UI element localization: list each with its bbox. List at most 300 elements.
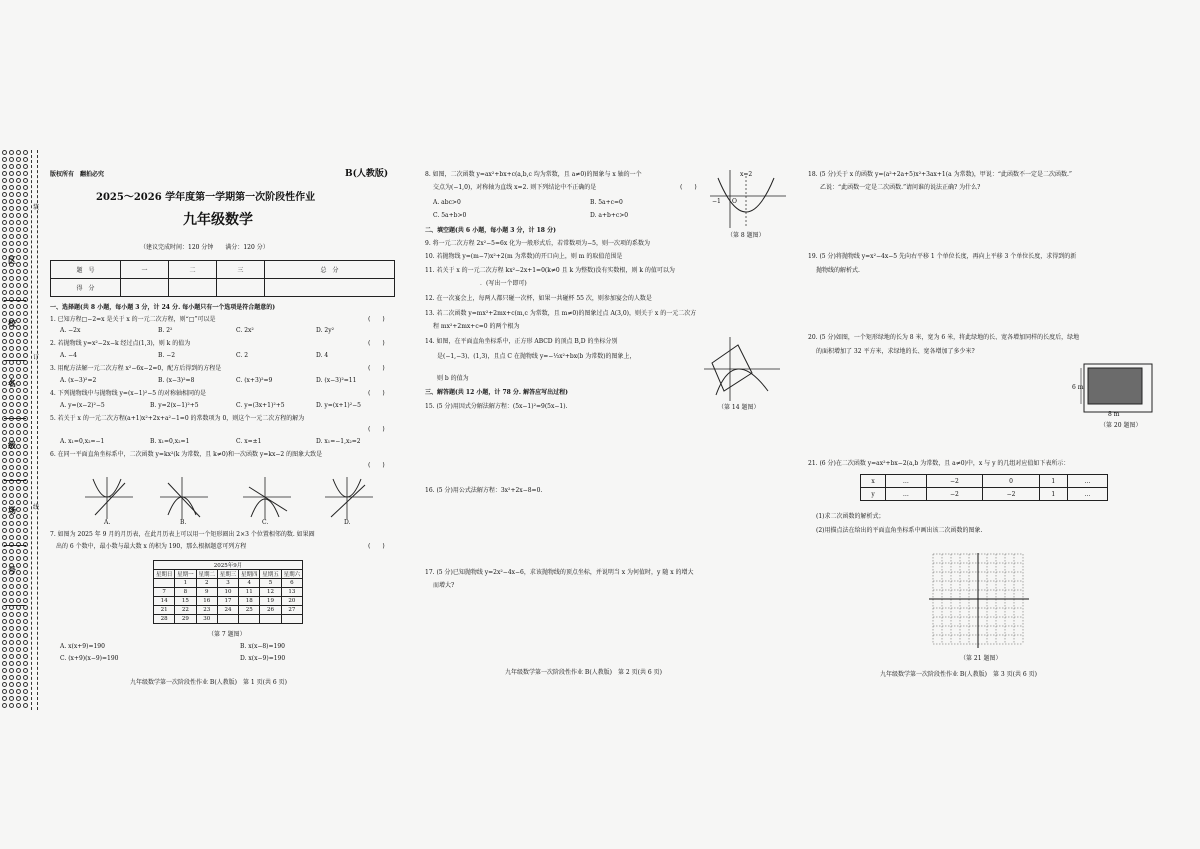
binding-hole (9, 402, 14, 407)
q5-opt-a: A. x₁=0,x₂=−1 (60, 438, 105, 445)
seal-char: 线 (33, 504, 40, 511)
binding-hole (2, 472, 7, 477)
binding-hole (23, 304, 28, 309)
calendar-title: 2025年9月 (154, 561, 303, 570)
binding-hole (16, 241, 21, 246)
q10: 10. 若抛物线 y=(m−7)x²+2(m 为常数)的开口向上，则 m 的取值范围是 (425, 253, 623, 260)
binding-hole (9, 682, 14, 687)
q7-stem-1: 7. 如图为 2025 年 9 月的月历表，在此月历表上可以用一个矩形圈出 2×3 个位置相邻的数. 如果圈 (50, 531, 315, 538)
score-table: 题 号 一 二 三 总 分 得 分 (50, 260, 395, 297)
q11-line-2: ．(写出一个即可) (480, 280, 527, 287)
binding-hole (23, 255, 28, 260)
footer-page-3: 九年级数学第一次阶段性作业 B(人教版) 第 3 页(共 6 页) (880, 671, 1037, 678)
binding-hole (23, 311, 28, 316)
binding-hole (16, 178, 21, 183)
q4-opt-a: A. y=(x−2)²−5 (60, 402, 105, 409)
binding-hole (23, 325, 28, 330)
binding-hole (2, 206, 7, 211)
binding-hole (23, 332, 28, 337)
table-row: x … −2 0 1 … (861, 475, 1108, 488)
binding-hole (9, 493, 14, 498)
q8-stem-1: 8. 如图，二次函数 y=ax²+bx+c(a,b,c 均为常数，且 a≠0)的图象与 x 轴的一个 (425, 171, 642, 178)
binding-hole (2, 682, 7, 687)
binding-hole (16, 318, 21, 323)
calendar-cell: 6 (281, 579, 302, 588)
seal-char: 订 (33, 354, 40, 361)
binding-hole (9, 640, 14, 645)
binding-hole (2, 577, 7, 582)
binding-hole (16, 332, 21, 337)
binding-hole (9, 234, 14, 239)
binding-hole (23, 556, 28, 561)
binding-hole (16, 458, 21, 463)
binding-hole (16, 696, 21, 701)
q6-graph-c (243, 475, 293, 520)
binding-hole (9, 612, 14, 617)
binding-hole (16, 185, 21, 190)
q6-graph-d (325, 475, 375, 520)
binding-hole (2, 388, 7, 393)
binding-hole (16, 199, 21, 204)
binding-hole (23, 654, 28, 659)
binding-hole (16, 269, 21, 274)
binder-label-school: 校 (8, 318, 16, 328)
answer-paren: ( ) (368, 390, 385, 397)
q14-caption: （第 14 题图） (718, 404, 760, 411)
binding-hole (9, 185, 14, 190)
binding-hole (9, 430, 14, 435)
binding-hole (23, 241, 28, 246)
calendar-cell: 7 (154, 588, 175, 597)
q14-line-2: 是(−1,−3)、(1,3)，且点 C 在抛物线 y=−⅓x²+bx(b 为常数)的图象上， (437, 353, 636, 360)
binding-hole (2, 409, 7, 414)
calendar-cell: 30 (196, 615, 217, 624)
binding-hole (23, 437, 28, 442)
edition-badge: B(人教版) (345, 169, 389, 179)
binding-hole (2, 353, 7, 358)
binding-hole (23, 374, 28, 379)
binding-hole (16, 206, 21, 211)
q20-line-2: 的面积增加了 32 平方米，求绿地的长、宽各增加了多少米? (816, 348, 975, 355)
binding-hole (2, 556, 7, 561)
q17-line-2: 而增大? (433, 582, 455, 589)
q4-opt-c: C. y=(3x+1)²+5 (236, 402, 285, 409)
binding-hole (2, 248, 7, 253)
calendar-cell: 13 (281, 588, 302, 597)
calendar-cell: 1 (175, 579, 196, 588)
binding-hole (16, 556, 21, 561)
binding-hole (23, 563, 28, 568)
binding-hole (16, 682, 21, 687)
binding-hole (9, 206, 14, 211)
binding-hole (9, 283, 14, 288)
binding-hole (9, 696, 14, 701)
binding-hole (9, 619, 14, 624)
calendar-header-cell: 星期五 (260, 570, 281, 579)
binding-hole (9, 367, 14, 372)
q4-stem: 4. 下列抛物线中与抛物线 y=(x−1)²−5 的对称轴相同的是 (50, 390, 207, 397)
calendar-cell: 18 (239, 597, 260, 606)
binding-hole (9, 675, 14, 680)
table-row (154, 588, 303, 597)
binding-hole (2, 570, 7, 575)
binding-hole (16, 675, 21, 680)
q7-opt-a: A. x(x+9)=190 (60, 643, 105, 650)
binding-hole (23, 647, 28, 652)
q16: 16. (5 分)用公式法解方程：3x²+2x−8=0. (425, 487, 543, 494)
q4-opt-b: B. y=2(x−1)²+5 (150, 402, 199, 409)
binding-hole (9, 332, 14, 337)
binding-hole (16, 346, 21, 351)
binding-hole (2, 493, 7, 498)
binding-hole (9, 346, 14, 351)
footer-page-1: 九年级数学第一次阶段性作业 B(人教版) 第 1 页(共 6 页) (130, 679, 287, 686)
binder-label-room: 场 (8, 505, 16, 515)
q6-stem: 6. 在同一平面直角坐标系中，二次函数 y=kx²(k 为常数，且 k≠0)和一次函数 y=kx−2 的图象大致是 (50, 451, 323, 458)
binding-hole (9, 157, 14, 162)
q2-opt-c: C. 2 (236, 352, 249, 359)
binding-hole (9, 528, 14, 533)
binding-hole (9, 171, 14, 176)
binding-hole (23, 598, 28, 603)
q18-line-1: 18. (5 分)关于 x 的函数 y=(a²+2a+5)x²+3ax+1(a 为常数)，甲说：“此函数不一定是二次函数.” (808, 171, 1072, 178)
binding-hole (16, 563, 21, 568)
q8-stem-2: 交点为(−1,0)，对称轴为直线 x=2. 则下列结论中不正确的是 (433, 184, 597, 191)
binding-hole (2, 213, 7, 218)
binding-hole (9, 220, 14, 225)
binding-hole (9, 458, 14, 463)
binding-hole (9, 633, 14, 638)
binding-hole (2, 696, 7, 701)
binding-hole (16, 626, 21, 631)
binding-hole (23, 535, 28, 540)
binding-hole (23, 199, 28, 204)
table-row (154, 570, 303, 579)
binding-hole (2, 332, 7, 337)
q21-value-table (860, 474, 1108, 501)
q8-opt-b: B. 5a+c=0 (590, 199, 623, 206)
calendar-cell: 8 (175, 588, 196, 597)
binding-hole (9, 395, 14, 400)
q21-coordinate-grid (920, 553, 1035, 653)
calendar-cell: 4 (239, 579, 260, 588)
binding-hole (9, 591, 14, 596)
binding-hole (16, 339, 21, 344)
binding-hole (23, 577, 28, 582)
binding-hole (16, 283, 21, 288)
q21-part-1: (1)求二次函数的解析式； (816, 513, 885, 520)
binding-hole (23, 423, 28, 428)
binding-hole (2, 150, 7, 155)
binding-hole (23, 381, 28, 386)
binding-hole (16, 276, 21, 281)
binding-hole (16, 192, 21, 197)
binding-hole (2, 584, 7, 589)
binding-hole (9, 647, 14, 652)
calendar-cell: 11 (239, 588, 260, 597)
binding-hole (9, 626, 14, 631)
binding-hole (23, 507, 28, 512)
calendar-cell: 17 (217, 597, 238, 606)
binding-hole (16, 528, 21, 533)
binding-hole (16, 661, 21, 666)
binding-hole (2, 535, 7, 540)
binding-hole (9, 577, 14, 582)
binding-hole (16, 157, 21, 162)
binding-hole (16, 220, 21, 225)
binding-hole (23, 220, 28, 225)
binding-hole (16, 150, 21, 155)
binding-hole (23, 353, 28, 358)
binding-hole (2, 290, 7, 295)
q8-origin-label: O (732, 198, 737, 205)
binding-hole (2, 563, 7, 568)
binding-hole (2, 171, 7, 176)
binding-hole (2, 318, 7, 323)
q8-opt-a: A. abc>0 (433, 199, 461, 206)
binding-hole (9, 311, 14, 316)
binding-hole (23, 465, 28, 470)
binding-hole (9, 472, 14, 477)
q7-opt-b: B. x(x−8)=190 (240, 643, 285, 650)
q6-graph-a (85, 475, 135, 520)
q5-opt-d: D. x₁=−1,x₂=2 (316, 438, 361, 445)
binding-hole (23, 549, 28, 554)
binding-hole (16, 668, 21, 673)
calendar-cell (239, 615, 260, 624)
time-score-note: （建议完成时间：120 分钟 满分：120 分） (140, 244, 269, 251)
binding-hole (9, 192, 14, 197)
q6-label-c: C. (262, 519, 269, 526)
binding-hole (16, 248, 21, 253)
binding-hole (2, 157, 7, 162)
table-row (154, 579, 303, 588)
binding-hole (23, 584, 28, 589)
binding-hole (23, 248, 28, 253)
binding-hole (2, 269, 7, 274)
q1-stem: 1. 已知方程□−2=x 是关于 x 的一元二次方程，则“□”可以是 (50, 316, 216, 323)
q4-opt-d: D. y=(x+1)²−5 (316, 402, 361, 409)
binding-hole (16, 304, 21, 309)
binding-hole (2, 192, 7, 197)
binding-hole (2, 451, 7, 456)
binding-hole (16, 437, 21, 442)
binding-hole (2, 381, 7, 386)
score-cell[interactable] (216, 279, 264, 297)
binding-hole (16, 451, 21, 456)
binding-hole (23, 703, 28, 708)
binding-hole (9, 486, 14, 491)
q8-point-label: −1 (712, 198, 721, 205)
binding-hole (16, 395, 21, 400)
binding-hole (23, 500, 28, 505)
binding-hole (9, 164, 14, 169)
binding-hole (16, 213, 21, 218)
q7-caption: （第 7 题图） (208, 631, 246, 638)
q7-opt-d: D. x(x−9)=190 (240, 655, 286, 662)
binding-hole (9, 556, 14, 561)
binding-hole (23, 367, 28, 372)
binding-hole (2, 661, 7, 666)
binding-hole (16, 591, 21, 596)
binding-hole (23, 612, 28, 617)
binding-holes (2, 150, 30, 710)
footer-page-2: 九年级数学第一次阶段性作业 B(人教版) 第 2 页(共 6 页) (505, 669, 662, 676)
binding-hole (23, 493, 28, 498)
binding-hole (2, 311, 7, 316)
calendar-header-cell: 星期二 (196, 570, 217, 579)
binding-hole (2, 437, 7, 442)
q6-label-b: B. (180, 519, 187, 526)
binding-hole (9, 654, 14, 659)
binding-hole (23, 213, 28, 218)
binding-hole (23, 619, 28, 624)
binding-hole (2, 675, 7, 680)
binding-hole (2, 234, 7, 239)
binding-hole (2, 689, 7, 694)
calendar-cell: 29 (175, 615, 196, 624)
binding-hole (9, 178, 14, 183)
calendar-header-cell: 星期日 (154, 570, 175, 579)
binding-hole (16, 472, 21, 477)
binding-hole (2, 703, 7, 708)
binding-hole (2, 507, 7, 512)
binding-hole (2, 486, 7, 491)
binding-hole (2, 283, 7, 288)
binding-hole (23, 206, 28, 211)
calendar-cell: 9 (196, 588, 217, 597)
binding-hole (16, 640, 21, 645)
exam-title: 2025～2026 学年度第一学期第一次阶段性作业 (96, 192, 316, 203)
binding-hole (16, 598, 21, 603)
binding-hole (16, 234, 21, 239)
binder-label-class: 级 (8, 440, 16, 450)
binding-hole (2, 598, 7, 603)
binding-hole (23, 675, 28, 680)
binding-hole (23, 164, 28, 169)
q6-label-d: D. (344, 519, 351, 526)
binding-hole (23, 689, 28, 694)
q5-opt-b: B. x₁=0,x₂=1 (150, 438, 190, 445)
q17-line-1: 17. (5 分)已知抛物线 y=2x²−4x−6，求该抛物线的顶点坐标，并说明当 x 为何值时，y 随 x 的增大 (425, 569, 694, 576)
section-1-heading: 一、选择题(共 8 小题，每小题 3 分，计 24 分. 每小题只有一个选项是符合题意的) (50, 304, 276, 311)
binding-hole (16, 507, 21, 512)
subject-title: 九年级数学 (183, 212, 253, 228)
binding-hole (2, 514, 7, 519)
q3-opt-b: B. (x−3)²=8 (158, 377, 195, 384)
binding-hole (2, 395, 7, 400)
table-row: y … −2 −2 1 … (861, 488, 1108, 501)
q19-line-1: 19. (5 分)将抛物线 y=x²−4x−5 先向右平移 1 个单位长度，再向上平移 3 个单位长度，求得到的新 (808, 253, 1077, 260)
q15: 15. (5 分)用因式分解法解方程：(5x−1)²=9(5x−1). (425, 403, 568, 410)
q5-opt-c: C. x=±1 (236, 438, 262, 445)
binding-hole (23, 444, 28, 449)
q21-caption: （第 21 题图） (960, 655, 1002, 662)
binding-hole (2, 528, 7, 533)
binding-hole (16, 381, 21, 386)
q21-stem: 21. (6 分)在二次函数 y=ax²+bx−2(a,b 为常数，且 a≠0)中，x 与 y 的几组对应值如下表所示： (808, 460, 1070, 467)
binding-hole (23, 185, 28, 190)
binding-hole (23, 150, 28, 155)
q8-opt-c: C. 5a+b>0 (433, 212, 467, 219)
binding-hole (2, 626, 7, 631)
q20-height-label: 6 m (1072, 384, 1084, 391)
q20-caption: （第 20 题图） (1100, 422, 1142, 429)
binding-hole (23, 472, 28, 477)
q3-opt-a: A. (x−3)²=2 (60, 377, 97, 384)
calendar-cell: 16 (196, 597, 217, 606)
table-row (154, 597, 303, 606)
q14-square-figure (702, 335, 782, 403)
calendar-header-cell: 星期四 (239, 570, 260, 579)
binding-hole (16, 570, 21, 575)
score-cell[interactable] (264, 279, 394, 297)
binding-hole (9, 353, 14, 358)
q6-label-a: A. (104, 519, 111, 526)
q14-line-3: 则 b 的值为 (437, 375, 469, 382)
binding-hole (23, 227, 28, 232)
binding-hole (23, 269, 28, 274)
binding-hole (2, 591, 7, 596)
seal-char: 装 (33, 204, 40, 211)
calendar-table (153, 560, 303, 624)
calendar-cell (217, 615, 238, 624)
binding-hole (2, 444, 7, 449)
binding-hole (16, 430, 21, 435)
binding-hole (2, 465, 7, 470)
binding-hole (9, 703, 14, 708)
binding-hole (9, 535, 14, 540)
answer-paren: ( ) (368, 462, 385, 469)
binding-hole (9, 661, 14, 666)
binding-hole (23, 409, 28, 414)
binding-hole (2, 178, 7, 183)
calendar-cell: 2 (196, 579, 217, 588)
binding-hole (2, 220, 7, 225)
binding-hole (23, 451, 28, 456)
binding-hole (23, 430, 28, 435)
binder-label-number: 号 (8, 565, 16, 575)
binding-hole (2, 185, 7, 190)
binding-hole (16, 388, 21, 393)
q20-width-label: 8 m (1108, 411, 1120, 418)
calendar-cell: 3 (217, 579, 238, 588)
calendar-cell: 19 (260, 597, 281, 606)
binding-hole (16, 227, 21, 232)
binding-hole (16, 493, 21, 498)
score-cell[interactable] (121, 279, 169, 297)
binding-hole (23, 486, 28, 491)
binding-hole (23, 528, 28, 533)
binding-hole (23, 395, 28, 400)
answer-paren: ( ) (368, 426, 385, 433)
q3-opt-c: C. (x+3)²=9 (236, 377, 273, 384)
binding-hole (16, 374, 21, 379)
binding-hole (16, 521, 21, 526)
binding-hole (23, 682, 28, 687)
binding-hole (9, 199, 14, 204)
binding-hole (16, 423, 21, 428)
binding-hole (9, 339, 14, 344)
q18-line-2: 乙说：“此函数一定是二次函数.”请问谁的说法正确? 为什么? (820, 184, 981, 191)
answer-paren: ( ) (368, 365, 385, 372)
binding-hole (2, 374, 7, 379)
calendar-cell: 26 (260, 606, 281, 615)
binding-hole (23, 339, 28, 344)
binding-hole (16, 367, 21, 372)
q8-axis-label: x=2 (740, 171, 753, 178)
score-cell[interactable] (168, 279, 216, 297)
